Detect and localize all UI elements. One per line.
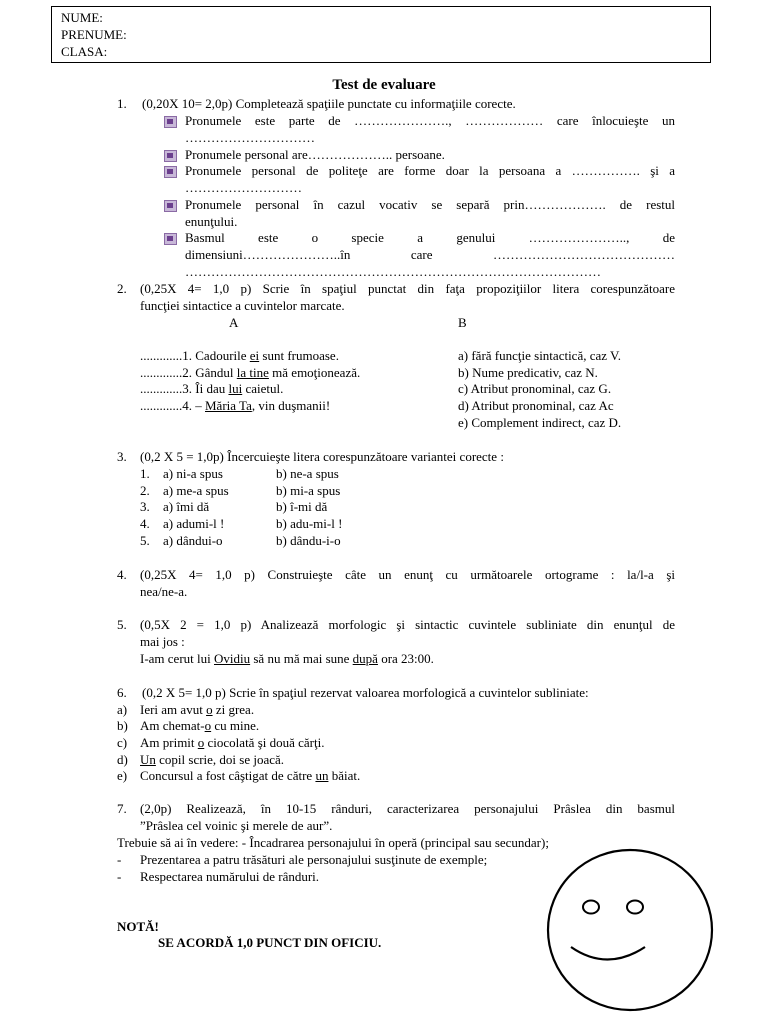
q6-item-letter: d) (117, 752, 128, 767)
q5-text-2: mai jos : (140, 634, 185, 649)
q1-item-4-line2: enunţului. (185, 214, 238, 229)
q3-option-b: b) mi-a spus (276, 483, 341, 498)
q6-item-letter: a) (117, 702, 128, 717)
q1-item-5-line3: …………………………………………………………………………………… (185, 264, 601, 279)
q3-text: (0,2 X 5 = 1,0p) Încercuieşte litera corespunzătoare variantei corecte : (140, 449, 504, 464)
q3-option-a: a) ni-a spus (163, 466, 223, 481)
q3-option-b: b) î-mi dă (276, 499, 328, 514)
smiley-face-drawing (535, 842, 725, 1017)
bullet-icon (164, 233, 177, 244)
q7-text-2: ”Prâslea cel voinic şi merele de aur”. (140, 818, 333, 833)
q7-req-item: Respectarea numărului de rânduri. (140, 869, 320, 884)
q2-b-row: c) Atribut pronominal, caz G. (458, 381, 612, 396)
q6-number: 6. (117, 685, 127, 700)
class-label: CLASA: (61, 44, 108, 59)
q5-text: (0,5X 2 = 1,0 p) Analizează morfologic şi sintactic cuvintele subliniate din enunţul de (140, 617, 675, 632)
smiley-left-eye (583, 901, 599, 914)
bullet-icon (164, 166, 177, 177)
smiley-mouth (571, 947, 645, 960)
q1-item-1-line1: Pronumele este parte de …………………., ……………… care înlocuieşte un (185, 113, 675, 128)
q6-item: Am primit o ciocolată şi două cărţi. (140, 735, 325, 750)
q6-text: (0,2 X 5= 1,0 p) Scrie în spaţiul rezervat valoarea morfologică a cuvintelor subliniate: (142, 685, 589, 700)
q2-a-row: .............1. Cadourile ei sunt frumoase. (140, 348, 339, 363)
q7-dash: - (117, 852, 122, 867)
q2-b-row: a) fără funcţie sintactică, caz V. (458, 348, 622, 363)
q3-option-a: a) îmi dă (163, 499, 210, 514)
q4-text: (0,25X 4= 1,0 p) Construieşte câte un enunţ cu următoarele ortograme : la/l-a şi (140, 567, 675, 582)
q2-b-row: e) Complement indirect, caz D. (458, 415, 622, 430)
q4-text-2: nea/ne-a. (140, 584, 188, 599)
q3-option-b: b) dându-i-o (276, 533, 341, 548)
page-title: Test de evaluare (332, 77, 436, 93)
smiley-outline (548, 850, 712, 1010)
q7-dash: - (117, 869, 122, 884)
q6-item: Concursul a fost câştigat de către un băiat. (140, 768, 361, 783)
q5-sentence: I-am cerut lui Ovidiu să nu mă mai sune după ora 23:00. (140, 651, 434, 666)
q3-option-b: b) adu-mi-l ! (276, 516, 343, 531)
q3-option-b: b) ne-a spus (276, 466, 339, 481)
q7-text: (2,0p) Realizează, în 10-15 rânduri, caracterizarea personajului Prâslea din basmul (140, 801, 675, 816)
q2-b-row: d) Atribut pronominal, caz Ac (458, 398, 614, 413)
q3-row-number: 5. (140, 533, 150, 548)
q5-number: 5. (117, 617, 127, 632)
q3-row-number: 4. (140, 516, 150, 531)
q2-number: 2. (117, 281, 127, 296)
q3-row-number: 3. (140, 499, 150, 514)
q6-item: Am chemat-o cu mine. (140, 718, 260, 733)
q1-item-2-line1: Pronumele personal are……………….. persoane. (185, 147, 445, 162)
q7-number: 7. (117, 801, 127, 816)
bullet-icon (164, 150, 177, 161)
q6-item: Un copil scrie, doi se joacă. (140, 752, 285, 767)
q2-a-row: .............4. – Măria Ta, vin duşmanii! (140, 398, 331, 413)
q7-requirements: Trebuie să ai în vedere: - Încadrarea personajului în operă (principal sau secundar); (117, 835, 549, 850)
q2-a-row: .............2. Gândul la tine mă emoţionează. (140, 365, 361, 380)
q4-number: 4. (117, 567, 127, 582)
q1-number: 1. (117, 96, 127, 111)
q3-row-number: 2. (140, 483, 150, 498)
surname-label: PRENUME: (61, 27, 127, 42)
q2-text: (0,25X 4= 1,0 p) Scrie în spaţiul punctat din faţa propoziţiilor litera corespunzătoare (140, 281, 675, 296)
bullet-icon (164, 200, 177, 211)
q3-row-number: 1. (140, 466, 150, 481)
q3-option-a: a) dândui-o (163, 533, 223, 548)
q1-item-5-line1: Basmul este o specie a genului ………………….., de (185, 230, 675, 245)
student-info-box (51, 6, 711, 63)
q7-req-item: Prezentarea a patru trăsături ale personajului susţinute de exemple; (140, 852, 488, 867)
q1-text: (0,20X 10= 2,0p) Completează spaţiile punctate cu informaţiile corecte. (142, 96, 516, 111)
q2-a-row: .............3. Îi dau lui caietul. (140, 381, 284, 396)
q1-item-4-line1: Pronumele personal în cazul vocativ se separă prin………………. de restul (185, 197, 675, 212)
q1-item-3-line2: ……………………… (185, 180, 302, 195)
note-label: NOTĂ! (117, 919, 159, 934)
smiley-right-eye (627, 901, 643, 914)
q3-option-a: a) adumi-l ! (163, 516, 225, 531)
q1-item-3-line1: Pronumele personal de politeţe are forme doar la persoana a ……………. şi a (185, 163, 675, 178)
q6-item-letter: e) (117, 768, 128, 783)
q3-option-a: a) me-a spus (163, 483, 229, 498)
note-text: SE ACORDĂ 1,0 PUNCT DIN OFICIU. (158, 935, 382, 950)
q1-item-1-line2: ………………………… (185, 130, 315, 145)
q6-item-letter: b) (117, 718, 128, 733)
q6-item-letter: c) (117, 735, 128, 750)
q2-b-row: b) Nume predicativ, caz N. (458, 365, 598, 380)
q2-text-2: funcţiei sintactice a cuvintelor marcate. (140, 298, 345, 313)
bullet-icon (164, 116, 177, 127)
name-label: NUME: (61, 10, 103, 25)
q6-item: Ieri am avut o zi grea. (140, 702, 255, 717)
q3-number: 3. (117, 449, 127, 464)
q2-col-b-header: B (458, 315, 467, 330)
q2-col-a-header: A (229, 315, 239, 330)
q1-item-5-line2: dimensiuni…………………..în care …………………………………… (185, 247, 675, 262)
